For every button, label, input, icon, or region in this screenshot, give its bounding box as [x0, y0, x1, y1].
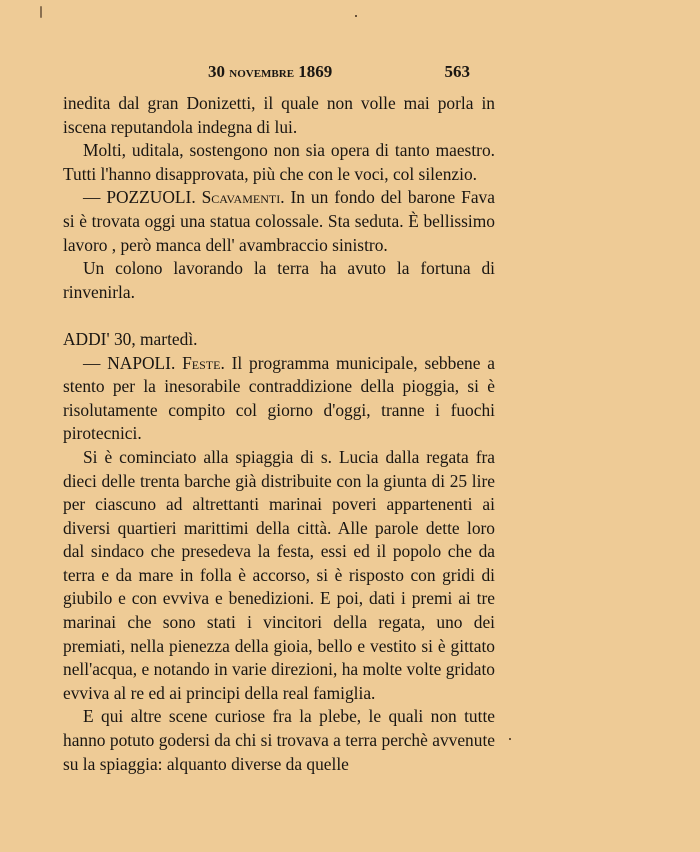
dateline-place: — POZZUOLI. [83, 187, 196, 208]
paragraph-napoli [63, 352, 495, 446]
body-text [63, 92, 495, 776]
paragraph [63, 446, 495, 706]
running-header [200, 62, 480, 86]
paragraph [63, 705, 495, 776]
header-year: 1869 [298, 62, 333, 81]
paragraph-text: In un fondo del barone Fava si è trovata oggi una statua colossale. Sta seduta. È bellissimo lavoro , però manca dell' avambraccio sinistro. [63, 187, 495, 255]
paragraph-pozzuoli [63, 186, 495, 257]
header-day: 30 [208, 62, 225, 81]
paragraph-continued [63, 92, 495, 139]
day-heading-text: ADDI' 30, martedì. [63, 328, 198, 349]
header-month: novembre [229, 65, 295, 81]
paragraph-text: Si è cominciato alla spiaggia di s. Lucia dalla regata fra dieci delle trenta barche già distribuite con la giunta di 25 lire per ciascuno ad altrettanti marinai poveri appartenenti ai diversi quartieri marittimi della città. Alle parole dette loro dal sindaco che presedeva la festa, essi ed il popolo che da terra e da mare in folla è accorso, si è risposto con gridi di giubilo e con evviva e benedizioni. E poi, dati i premi ai tre marinai che sono stati i vincitori della regata, uno dei premiati, nella pienezza della gioia, bello e vestito si è gittato nell'acqua, e notando in varie direzioni, ha molte volte gridato evviva al re ed ai principi della real famiglia. [63, 446, 495, 703]
paragraph-text: Un colono lavorando la terra ha avuto la fortuna di rinvenirla. [63, 258, 495, 302]
header-date [208, 62, 332, 82]
paragraph [63, 139, 495, 186]
paragraph-text: Il programma municipale, sebbene a stento per la inesorabile contraddizione della pioggia, si è risolutamente compito col giorno d'oggi, tranne i fuochi pirotecnici. [63, 352, 495, 444]
section-rubric: Scavamenti. [201, 187, 285, 208]
section-rubric: Feste. [182, 352, 225, 373]
paragraph-text: inedita dal gran Donizetti, il quale non volle mai porla in iscena reputandola indegna di lui. [63, 93, 495, 137]
page-number: 563 [444, 62, 470, 81]
paragraph-text: E qui altre scene curiose fra la plebe, le quali non tutte hanno potuto godersi da chi si trovava a terra perchè avvenute su la spiaggia: alquanto diverse da quelle [63, 706, 495, 774]
paragraph-text: Molti, uditala, sostengono non sia opera di tanto maestro. Tutti l'hanno disapprovata, più che con le voci, col silenzio. [63, 140, 495, 184]
paragraph [63, 257, 495, 304]
paper-speck [509, 738, 511, 740]
dateline-place: — NAPOLI. [83, 352, 176, 373]
paper-speck [40, 6, 42, 18]
paper-speck [355, 15, 357, 17]
day-heading [63, 328, 495, 352]
